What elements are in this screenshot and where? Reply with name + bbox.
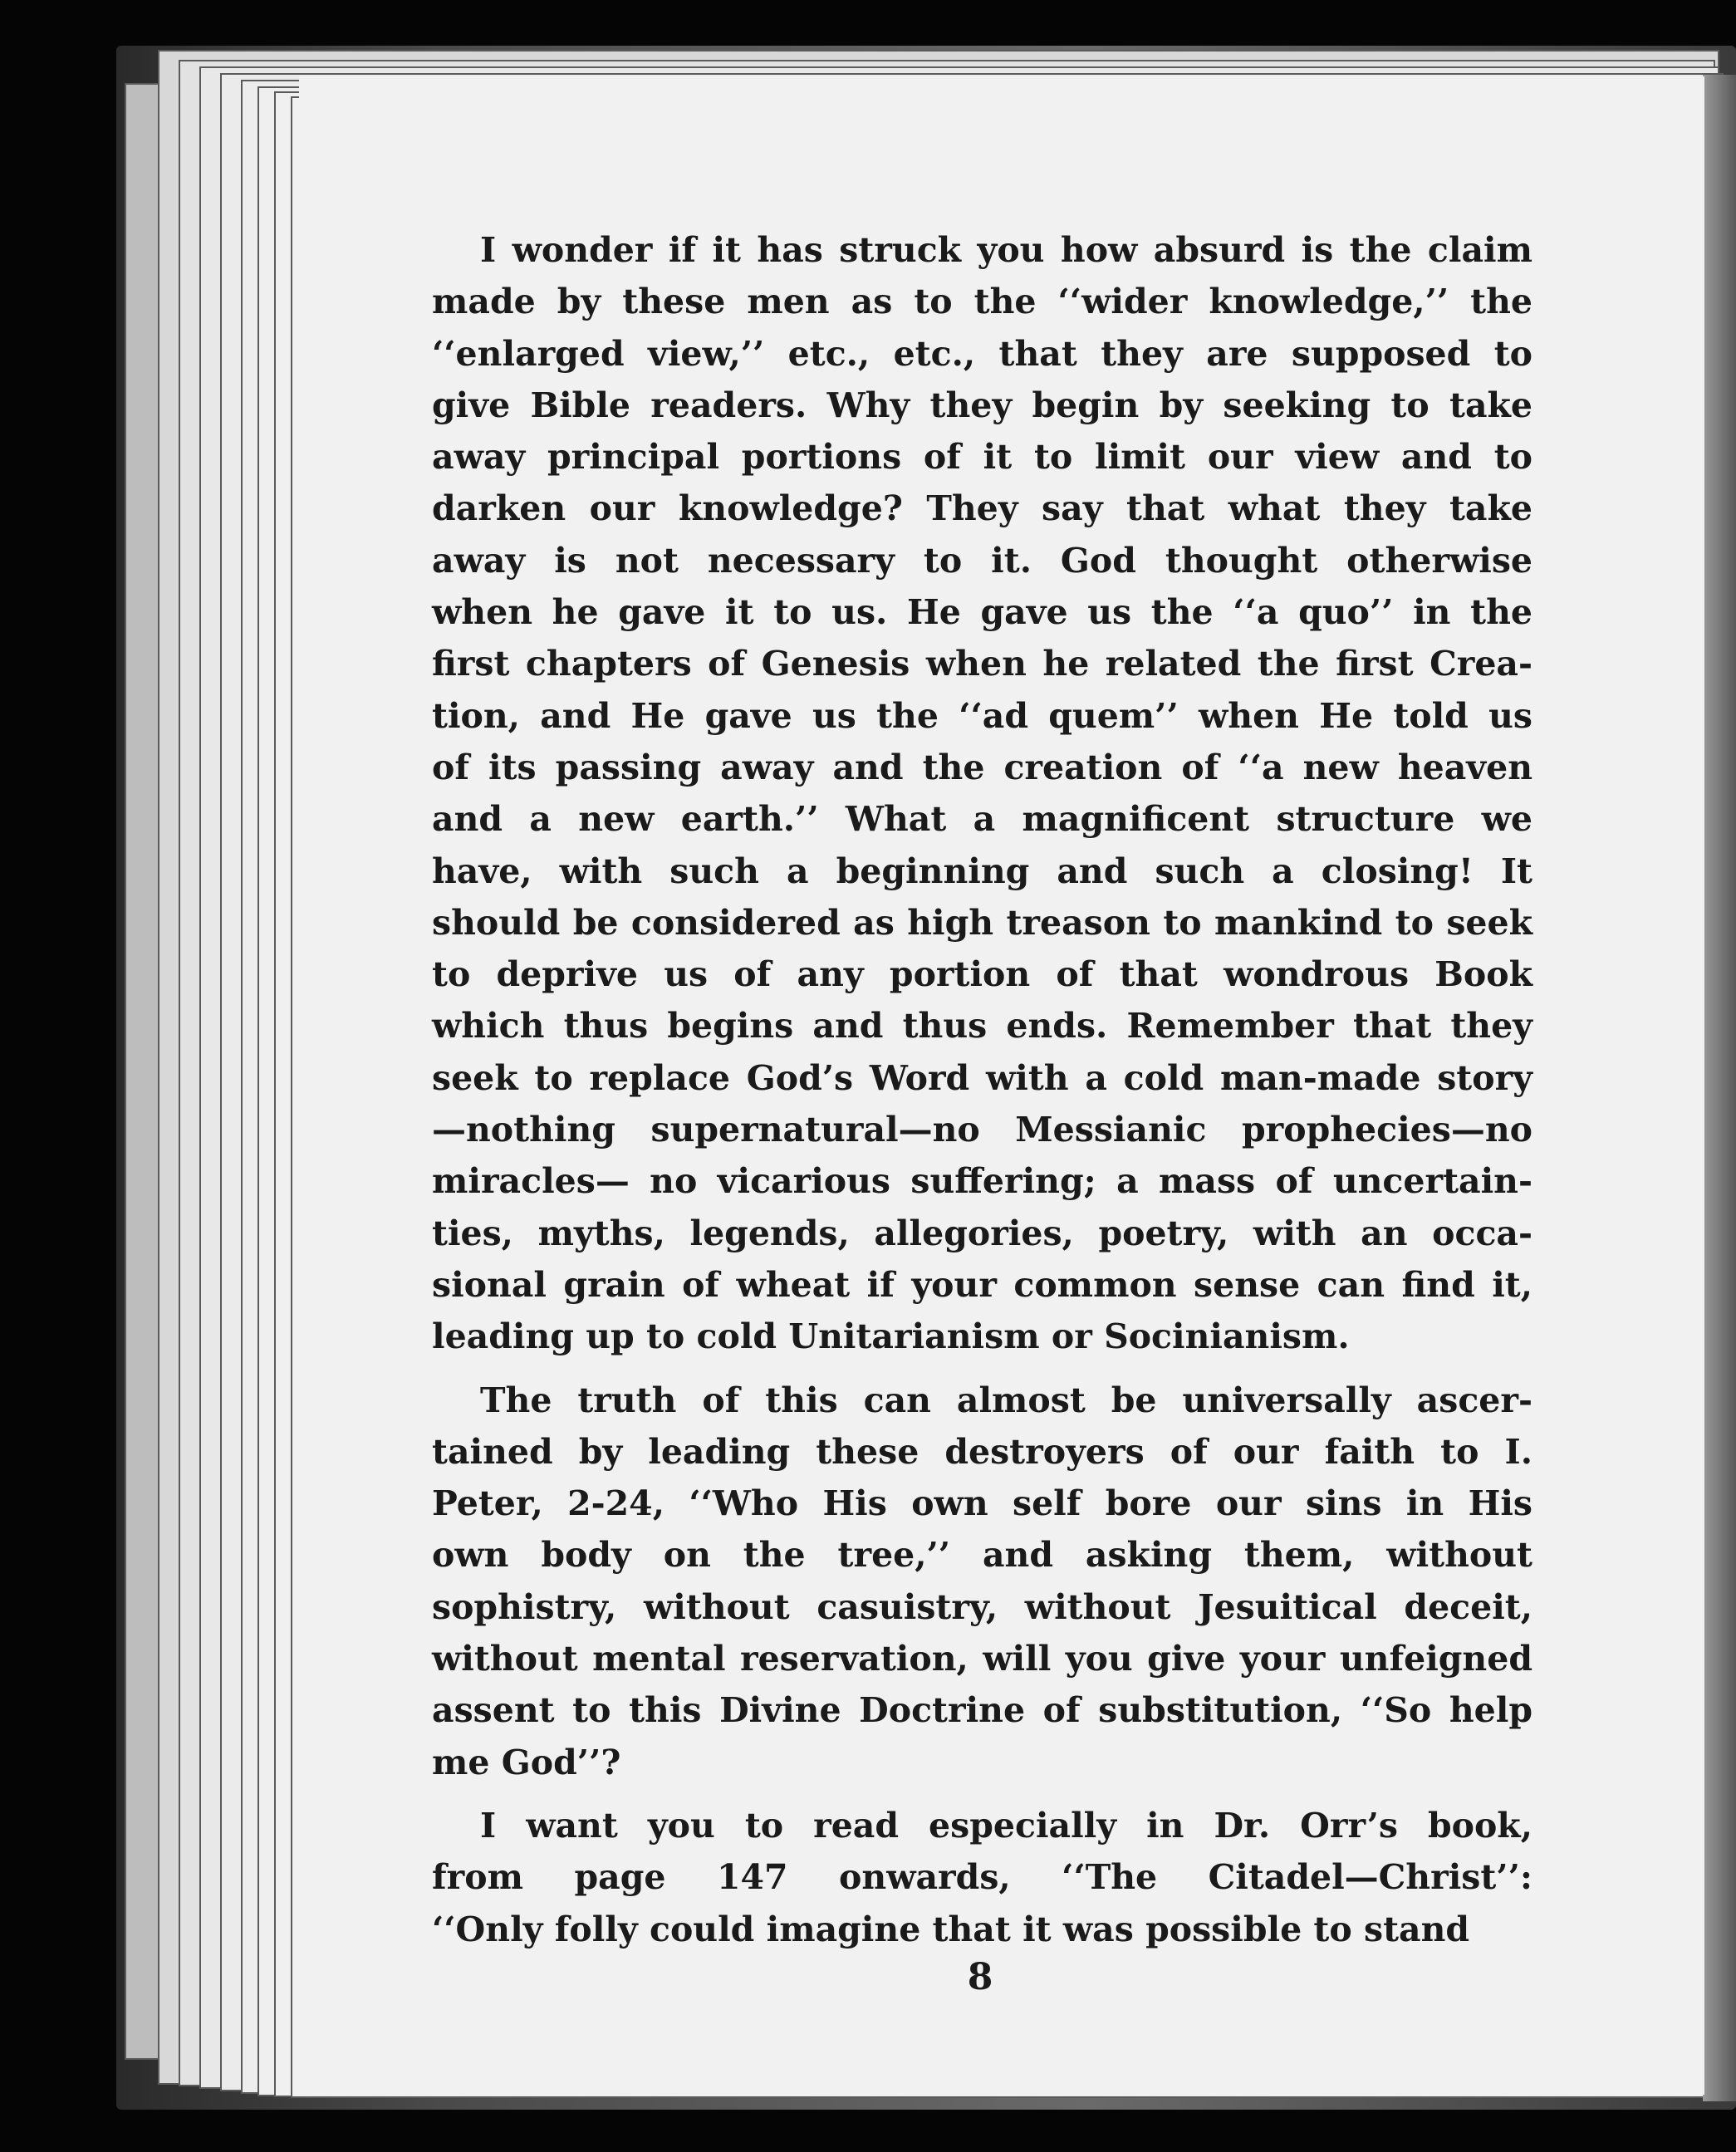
text-line: sophistry, without casuistry, without Jesuitical deceit,	[432, 1586, 1532, 1627]
text-line: ties, myths, legends, allegories, poetry, with an occa-	[432, 1213, 1532, 1253]
text-line: I want you to read especially in Dr. Orr’s book,	[480, 1805, 1532, 1846]
text-line: —nothing supernatural—no Messianic prophecies—no	[432, 1110, 1532, 1150]
text-line: from page 147 onwards, ‘‘The Citadel—Christ’’:	[432, 1857, 1532, 1898]
text-line: me God’’?	[432, 1742, 621, 1782]
text-line: give Bible readers. Why they begin by seeking to take	[432, 385, 1532, 425]
text-line: away is not necessary to it. God thought otherwise	[432, 540, 1532, 581]
text-line: first chapters of Genesis when he related the first Crea-	[432, 644, 1532, 684]
text-line: miracles— no vicarious suffering; a mass of uncertain-	[432, 1161, 1532, 1202]
text-line: tion, and He gave us the ‘‘ad quem’’ when He told us	[432, 695, 1532, 736]
text-line: without mental reservation, will you give your unfeigned	[432, 1639, 1532, 1679]
text-line: when he gave it to us. He gave us the ‘‘a quo’’ in the	[432, 592, 1532, 633]
page-number: 8	[967, 1956, 993, 1998]
paragraph	[432, 1375, 1532, 1788]
text-line: to deprive us of any portion of that wondrous Book	[432, 954, 1532, 995]
text-line: Peter, 2-24, ‘‘Who His own self bore our sins in His	[432, 1483, 1532, 1524]
text-line: made by these men as to the ‘‘wider knowledge,’’ the	[432, 282, 1532, 322]
text-line: assent to this Divine Doctrine of substitution, ‘‘So help	[432, 1690, 1532, 1731]
text-line: which thus begins and thus ends. Remember that they	[432, 1006, 1532, 1047]
text-line: have, with such a beginning and such a closing! It	[432, 851, 1532, 891]
text-line: tained by leading these destroyers of our faith to I.	[432, 1431, 1532, 1472]
text-line: I wonder if it has struck you how absurd is the claim	[480, 230, 1532, 270]
paragraph	[432, 1800, 1532, 1955]
text-line: and a new earth.’’ What a magnificent structure we	[432, 799, 1532, 840]
book-spine-edge	[1703, 75, 1736, 2101]
text-line: own body on the tree,’’ and asking them, without	[432, 1535, 1532, 1576]
text-line: sional grain of wheat if your common sense can find it,	[432, 1264, 1532, 1305]
text-line: The truth of this can almost be universally ascer-	[480, 1380, 1532, 1420]
text-line: away principal portions of it to limit our view and to	[432, 437, 1532, 478]
text-line: darken our knowledge? They say that what they take	[432, 488, 1532, 529]
text-line: leading up to cold Unitarianism or Socinianism.	[432, 1316, 1350, 1357]
paragraph	[432, 224, 1532, 1363]
text-line: should be considered as high treason to mankind to seek	[432, 902, 1532, 943]
page-body-text	[432, 224, 1532, 1955]
text-line: of its passing away and the creation of ‘‘a new heaven	[432, 747, 1532, 787]
text-line: seek to replace God’s Word with a cold man-made story	[432, 1057, 1532, 1098]
text-line: ‘‘enlarged view,’’ etc., etc., that they are supposed to	[432, 333, 1532, 374]
text-line: ‘‘Only folly could imagine that it was possible to stand	[432, 1909, 1470, 1949]
